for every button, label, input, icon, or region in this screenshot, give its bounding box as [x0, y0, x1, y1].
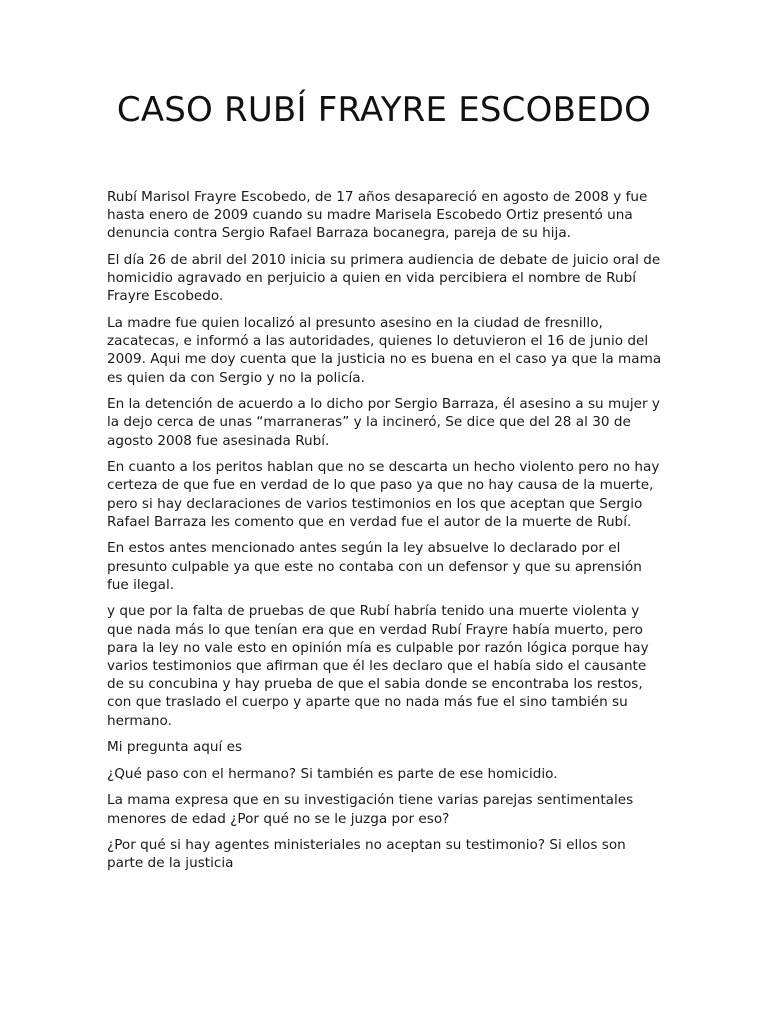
paragraph-11: ¿Por qué si hay agentes ministeriales no aceptan su testimonio? Si ellos son parte de la justicia	[107, 837, 626, 872]
paragraph-6: En estos antes mencionado antes según la ley absuelve lo declarado por el presunto culpable ya que este no contaba con un defensor y que su aprensión fue ilegal.	[107, 540, 642, 593]
paragraph-7: y que por la falta de pruebas de que Rubí habría tenido una muerte violenta y que nada más lo que tenían era que en verdad Rubí Frayre había muerto, pero para la ley no vale esto en opinión mía es culpable por razón lógica porque hay varios testimonios que afirman que él les declaro que el había sido el causante de su concubina y hay prueba de que el sabia donde se encontraba los restos, con que traslado el cuerpo y aparte que no nada más fue el sino también su hermano.	[107, 603, 649, 729]
paragraph-3: La madre fue quien localizó al presunto asesino en la ciudad de fresnillo, zacatecas, e informó a las autoridades, quienes lo detuvieron el 16 de junio del 2009. Aqui me doy cuenta que la justicia no es buena en el caso ya que la mama es quien da con Sergio y no la policía.	[107, 315, 662, 386]
paragraph-8: Mi pregunta aquí es	[107, 739, 243, 756]
paragraph-4: En la detención de acuerdo a lo dicho por Sergio Barraza, él asesino a su mujer y la dejo cerca de unas “marraneras” y la incineró, Se dice que del 28 al 30 de agosto 2008 fue asesinada Rubí.	[107, 396, 660, 449]
document-title: CASO RUBÍ FRAYRE ESCOBEDO	[116, 90, 652, 130]
paragraph-1: Rubí Marisol Frayre Escobedo, de 17 años desapareció en agosto de 2008 y fue hasta enero de 2009 cuando su madre Marisela Escobedo Ortiz presentó una denuncia contra Sergio Rafael Barraza bocanegra, pareja de su hija.	[107, 189, 648, 242]
paragraph-10: La mama expresa que en su investigación tiene varias parejas sentimentales menores de edad ¿Por qué no se le juzga por eso?	[107, 792, 634, 827]
document-body	[107, 188, 663, 881]
paragraph-2: El día 26 de abril del 2010 inicia su primera audiencia de debate de juicio oral de homicidio agravado en perjuicio a quien en vida percibiera el nombre de Rubí Frayre Escobedo.	[107, 252, 661, 305]
paragraph-5: En cuanto a los peritos hablan que no se descarta un hecho violento pero no hay certeza de que fue en verdad de lo que paso ya que no hay causa de la muerte, pero si hay declaraciones de varios testimonios en los que aceptan que Sergio Rafael Barraza les comento que en verdad fue el autor de la muerte de Rubí.	[107, 459, 660, 530]
paragraph-9: ¿Qué paso con el hermano? Si también es parte de ese homicidio.	[107, 765, 558, 782]
